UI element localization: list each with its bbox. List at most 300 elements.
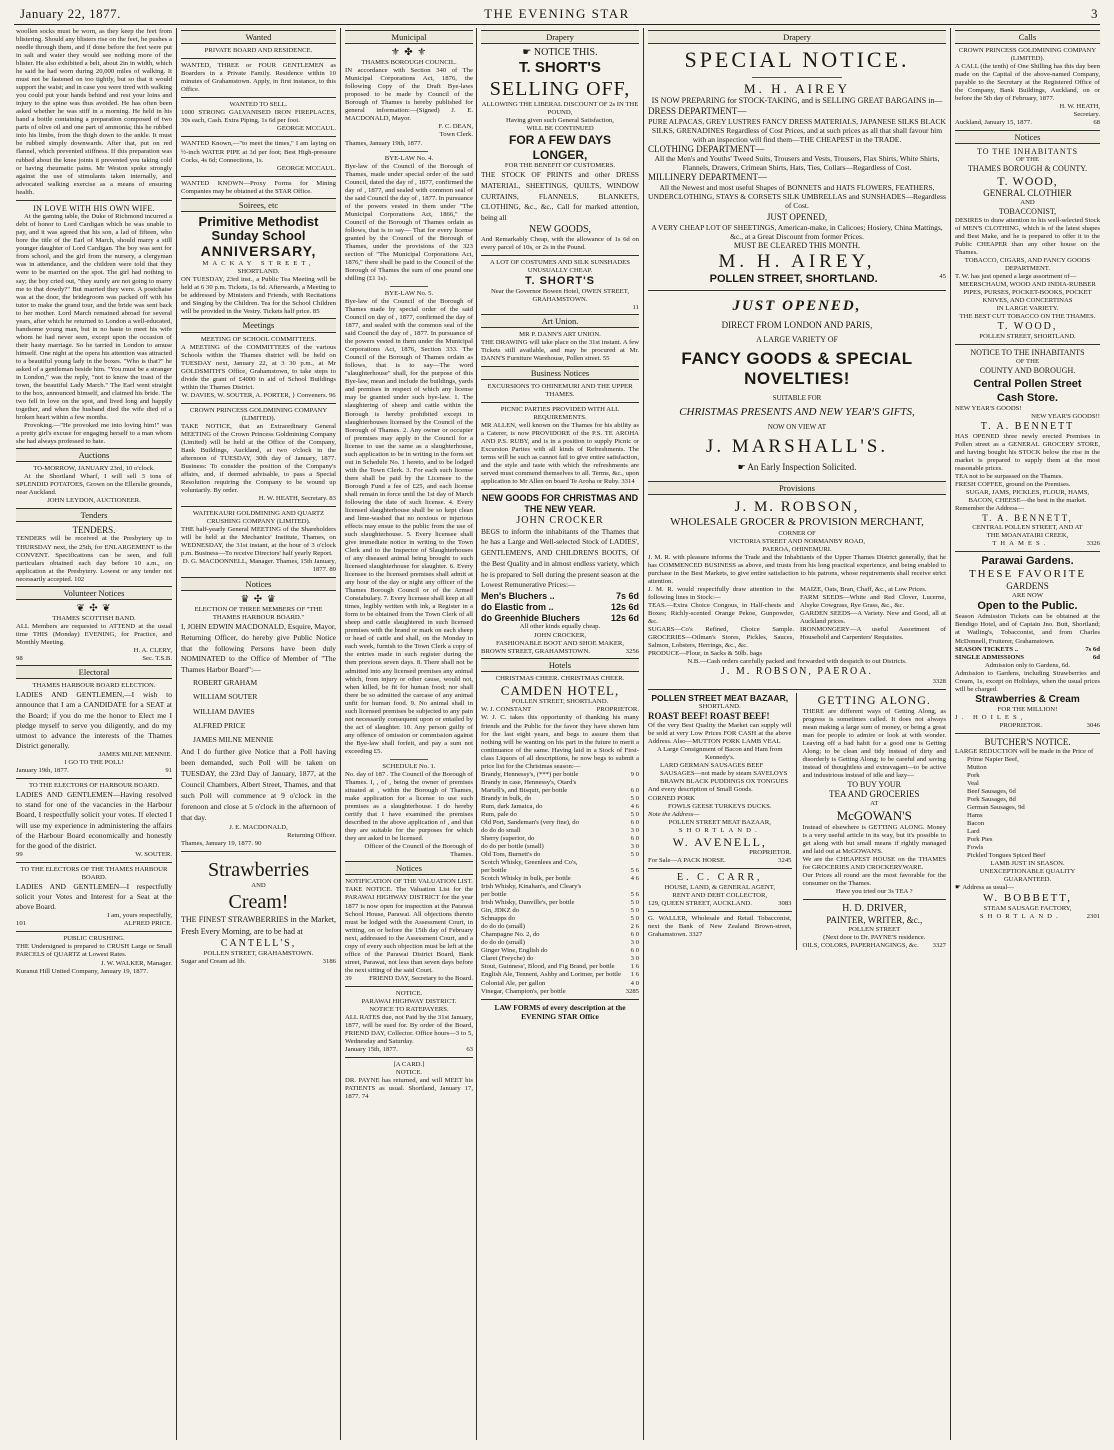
ad-text: SUGARS—Co's Refined, Choice Sample. GROCERIES—Oilman's Stores, Pickles, Sauces, Salmon, Lobsters, Herrings, &c., &c. — [648, 626, 794, 650]
ad-text: NOW ON VIEW AT — [767, 423, 827, 432]
ad-title: J. M. ROBSON, — [734, 499, 860, 516]
ad-title: PARAWAI HIGHWAY DISTRICT. — [361, 997, 457, 1005]
ad-title: Parawai Gardens. — [981, 555, 1074, 568]
ad-sign: H. A. CLERY, — [133, 646, 172, 654]
ad-text: 129, QUEEN STREET, AUCKLAND. — [648, 900, 752, 908]
price-list — [481, 771, 639, 996]
ad-text: THE FINEST STRAWBERRIES in the Market, Fresh Every Morning, are to be had at — [181, 914, 336, 936]
ad-text: THE MOANATAIRI CREEK, — [986, 531, 1069, 539]
ad-text: (Next door to Dr. PAYNE'S residence. — [823, 934, 926, 941]
ad-text — [955, 884, 1100, 892]
section-header: Tenders — [16, 508, 172, 522]
ad-title: CHRISTMAS PRESENTS AND NEW YEAR'S GIFTS, — [679, 406, 915, 419]
item-price: 6 0 — [630, 818, 639, 826]
ad-sign: F. C. DEAN, — [438, 123, 473, 131]
list-item: Mutton — [967, 763, 987, 771]
ad-subtitle: TOBACCO, CIGARS, AND FANCY GOODS DEPARTMENT. — [964, 256, 1091, 272]
list-item: Scotch Whisky in bulk, per bottle — [481, 875, 571, 883]
ad-subtitle: DRESS DEPARTMENT— — [648, 105, 747, 116]
list-item: Vinegar, Champion's, per bottle — [481, 987, 566, 995]
column-rule — [340, 28, 341, 1440]
ad-text: A LOT OF COSTUMES AND SILK SUNSHADES UNUSUALLY CHEAP. — [490, 258, 630, 274]
list-item: Stout, Guinness', Blood, and Fig Brand, per bottle — [481, 963, 615, 971]
item-price: 6 0 — [630, 786, 639, 794]
ad-text: PROPRIETOR. — [999, 721, 1043, 729]
ad-text: OILS, COLORS, PAPERHANGINGS, &c. — [802, 942, 919, 950]
ad-text: POLLEN STREET MEAT BAZAAR, — [668, 818, 771, 826]
list-item: English Ale, Tennent, Ashby and Lorimer, per bottle — [481, 971, 621, 979]
ad-text: IN accordance with Section 340 of The Municipal Corporations Act, 1876, the following Copy of the Draft Bye-laws proposed to be made by Council of the Borough of Thames is hereby published for general information:—(Signed) J. E. MACDONALD, Mayor. — [345, 67, 473, 123]
ad-title: TO THE ELECTORS OF THE THAMES HARBOUR BOARD. — [20, 865, 168, 881]
ad-text: PURE ALPACAS, GREY LUSTRES FANCY DRESS MATERIALS, JAPANESE SILKS BLACK SILKS, GRENADINES Regardless of Cost Prices, and at such prices as all that shall favour him with an inspection will find them—THE CHEAPEST in the TRADE. — [648, 116, 946, 144]
ad-text: At the Shortland Wharf, I will sell 3 tons of SPLENDID POTATOES, Grown on the Ellerslie grounds, near Auckland. — [16, 473, 172, 497]
ad-title-text: NOTICE THIS. — [533, 47, 598, 59]
ad-text: NEW YEAR'S GOODS! — [955, 404, 1022, 412]
ad-text: SHORTLAND. — [678, 826, 761, 834]
ad-number: 3245 — [778, 857, 792, 865]
list-item: Brandy, Hennessy's, (***) per bottle — [481, 770, 579, 778]
ad-text: And I do further give Notice that a Poll having been demanded, such Poll will be taken on TUESDAY, the 23rd Day of January, 1877, at the Council Chambers, Albert Street, Thames, and that such Poll will commence at 9 o'clock in the forenoon and close at 5 o'clock in the afternoon of that day. — [181, 747, 336, 822]
ad-text: CORNER OF — [778, 529, 816, 537]
ad-sign: J. E. MACDONALD, — [229, 823, 288, 831]
masthead-rule — [14, 24, 1100, 25]
column-rule — [176, 28, 177, 1440]
list-item: Rum, pale do — [481, 810, 517, 818]
ad-text: MUST BE CLEARED THIS MONTH. — [733, 240, 861, 250]
list-item: per bottle — [481, 891, 507, 899]
crest-icon: ⚜ ✤ ⚜ — [390, 47, 428, 59]
ad-title: FANCY GOODS & SPECIAL NOVELTIES! — [681, 348, 913, 389]
ad-number: 63 — [466, 1046, 473, 1054]
candidate-list — [181, 676, 336, 747]
list-item: Hams — [967, 811, 983, 819]
ad-text: STEAM SAUSAGE FACTORY, — [983, 905, 1072, 913]
ad-title — [481, 47, 639, 59]
story-body: Provoking.—"He provoked me into loving him!" was a pretty girl's excuse for engaging herself to a man whom she had always professed to hate. — [16, 422, 172, 446]
ad-text: GENERAL CLOTHIER — [983, 188, 1072, 199]
ad-text: J. M. R. with pleasure informs the Trade and the Inhabitants of the Upper Thames District generally, that he has COMMENCED BUSINESS as above, and trusts from his long practical experience, and being enabled to purchase in the Best Markets, to give entire satisfaction to his patrons, whose requirements shall receive strict attention. — [648, 553, 946, 585]
ad-text: TO BUY YOUR — [847, 779, 901, 789]
ad-title: Open to the Public. — [977, 600, 1078, 613]
item-price: 5 6 — [630, 867, 639, 875]
ad-text: For Sale—A PACK HORSE. — [648, 857, 726, 865]
item-name: Men's Bluchers .. — [481, 591, 555, 602]
ad-sign: D. G. MACDONNELL, Manager. Thames, 15th January, 1877. 89 — [182, 558, 336, 574]
ad-title: T. SHORT'S — [524, 274, 596, 287]
ad-text: All other kinds equally cheap. — [519, 623, 601, 631]
ad-text: TENDERS will be received at the Presbytery up to THURSDAY next, the 25th, for ENLARGEMENT to the CONVENT. Specifications can be seen, and full particulars obtained each day before 10 a.m., on application at the Presbytery. Lowest or any tender not necessarily accepted. 102 — [16, 535, 172, 583]
ad-subtitle: [A CARD.] — [393, 1061, 425, 1069]
masthead — [0, 4, 1114, 24]
section-header: Provisions — [648, 481, 946, 495]
ad-title: GARDENS — [1006, 581, 1049, 592]
ad-sign: H. W. HEATH, Secretary. 83 — [258, 495, 336, 503]
ad-text: FOR THE BENEFIT OF CUSTOMERS. — [504, 162, 616, 170]
ad-title: PUBLIC CRUSHING. — [63, 935, 125, 943]
ad-text: RENT AND DEBT COLLECTOR, — [672, 892, 768, 900]
ad-date: Auckland, January 15, 1877. — [955, 119, 1032, 127]
item-price: 7s 6d — [1085, 645, 1100, 653]
ad-text: LARGE REDUCTION will be made in the Price of — [955, 747, 1094, 755]
ad-sign: Sec. T.S.B. — [142, 655, 172, 663]
ad-sign: JOHN CROCKER, — [533, 631, 587, 639]
section-header: Hotels — [481, 658, 639, 672]
ad-title: TO THE INHABITANTS — [976, 146, 1079, 156]
item-name: do Elastic from .. — [481, 601, 554, 612]
ad-title: NOTIFICATION OF THE VALUATION LIST. — [345, 878, 473, 886]
list-item: Irish Whisky, Kinahan's, and Cleary's — [481, 883, 582, 891]
getting-along-ad — [803, 693, 947, 950]
ad-text: A MEETING of the COMMITTEES of the various Schools within the Thames district will be held on TUESDAY next, January 22, at 3 30 p.m., at Mr GOLDSMITH'S Office, Grahamstown, to take steps to divide the grant of £4000 in aid of School Buildings within the Thames District. — [181, 343, 336, 391]
ad-number: 39 — [345, 974, 352, 982]
ad-title: WANTED TO SELL. — [229, 101, 288, 109]
ad-title: T. WOOD, — [997, 173, 1058, 188]
ad-text: AT — [870, 800, 879, 808]
item-price: 3 0 — [630, 955, 639, 963]
ad-text: TAKE NOTICE, that an Extraordinary General MEETING of the Crown Princess Goldmining Company (Limited) will be held at the Office of the Company, Bank Buildings, Auckland, at two o'clock in the afternoon of TUESDAY, 30th day of January, 1877. Business: To consider the position of the Company's affairs, and, if deemed advisable, to pass a Special Resolution requiring the Company to be wound up voluntarily. By order. — [181, 422, 336, 495]
ad-text: NEW GOODS, — [528, 223, 592, 235]
ad-text: Having given such General Satisfaction, — [506, 117, 614, 125]
ad-title: Strawberries & Cream — [975, 693, 1080, 705]
ad-text: PAEROA, OHINEMURI. — [762, 545, 832, 553]
ad-number: 101 — [16, 920, 27, 928]
crest-icon: ♛ ✣ ♛ — [240, 593, 277, 605]
ad-subtitle: BYE-LAW No. 4. — [384, 154, 434, 162]
ad-text: Admission only to Gardens, 6d. — [984, 661, 1071, 669]
ad-text: Instead of elsewhere is GETTING ALONG. Money is a very useful article in its way, but it's possible to get along with but small means if rightly managed and laid out at McGOWAN'S. — [802, 823, 946, 855]
ad-text: No. day of 187 . The Council of the Borough of Thames. I, , of , being the owner of premises situated at , within the Borough of Thames, make application for a license to use such premises as a slaughterhouse. I do hereby certify that I have examined the premises described in the above application of , and that they are suitable for the purposes for which they are asked to be licensed. — [345, 770, 473, 843]
ad-text: A LARGE VARIETY OF — [756, 335, 838, 345]
section-header: Auctions — [16, 448, 172, 462]
ad-text: LAMB JUST IN SEASON. — [990, 860, 1065, 868]
section-header: Calls — [955, 30, 1100, 44]
item-price: 5 0 — [630, 810, 639, 818]
ad-subtitle: JUST OPENED, — [766, 212, 828, 223]
section-header: Wanted — [181, 30, 336, 44]
ad-text: TO-MORROW, JANUARY 23rd, 10 o'clock. — [33, 465, 155, 473]
ad-title: PICNIC PARTIES PROVIDED WITH ALL REQUIREMENTS. — [500, 405, 620, 421]
item-price: 5 6 — [630, 891, 639, 899]
ad-text: I GO TO THE POLL! — [64, 759, 124, 767]
section-header: Art Union. — [481, 314, 639, 328]
crest-icon: ❦ ✣ ❦ — [76, 602, 112, 614]
list-item: Beef Sausages, 6d — [967, 787, 1016, 795]
ad-title: NOTICE. — [395, 989, 423, 997]
ad-title: T. SHORT'S — [519, 59, 601, 77]
item-price: 4 6 — [630, 875, 639, 883]
ad-number: 3326 — [1086, 539, 1100, 547]
item-price: 5 0 — [630, 794, 639, 802]
list-item: Old Port, Sandeman's (very fine), do — [481, 818, 579, 826]
ad-title: THE NEW YEAR. — [524, 503, 596, 514]
ad-text: T. W. has just opened a large assortment of— — [955, 272, 1077, 280]
item-price: 2 6 — [630, 923, 639, 931]
ad-text: All the Newest and most useful Shapes of BONNETS and HATS FLOWERS, FEATHERS, UNDERCLOTHING, STAYS & CORSETS SILK UMBRELLAS and SUNSHADES—Regardless of Cost. — [648, 183, 946, 211]
ad-sign: T. A. BENNETT, — [982, 513, 1073, 524]
column-6 — [955, 28, 1100, 1440]
ad-number: 3083 — [778, 900, 792, 908]
ad-text: Of the very Best Quality the Market can supply will be sold at very Low Prices FOR CASH at the above Address. Also—MUTTON PORK LAMB VEAL — [648, 722, 792, 746]
ad-sign: Town Clerk. — [439, 131, 473, 139]
ad-text: AND — [1020, 199, 1035, 207]
item-price: 3 0 — [630, 939, 639, 947]
ad-text: 1000 STRONG GALVANISED IRON FIREPLACES, 30s each, Cash. Extra Piping, 1s 6d per foot. — [181, 109, 336, 125]
section-header: Meetings — [181, 318, 336, 332]
ad-text: POLLEN STREET — [848, 925, 901, 933]
section-header: Soirees, etc — [181, 198, 336, 212]
ad-text: Note the Address— — [648, 810, 700, 818]
ad-text: Bye-law of the Council of the Borough of Thames made by special order of the said Council on day of , 1877, confirmed the day of 1877, and sealed with the common seal of the said Council the day of , 1877. In pursuance of the powers vested in them under the Municipal Corporations Act, 1876, Section 333. The Council of the Borough of Thames ordain as follows, that is to say—The word "slaughterhouse" shall, for the purpose of this Bye-law, mean and include the buildings, yards and premises in respect of which any license may be granted under such bye-law. 1. The slaughtering of sheep and cattle within the Borough is hereby prohibited except in slaughterhouses licensed by the Council of the Borough of Thames. 2. Any owner or occupier of premises may apply to the Council for a license to use the same as a slaughterhouse, such application to be in writing in the form set out in Schedule No. 1 hereto, and to be lodged with the Town Clerk. 3. For each such license there shall be paid by the Licensee to the Borough Fund a fee of £25, and each license shall remain in force until the 1st day of March following the date of such license. 4. Every licensed slaughterhouse shall be so kept clean and lime-washed that no noxious or injurious effects may ensue to the public from the use of such slaughterhouse. 5. Every licensee shall give immediate notice in writing to the Town Clerk and to the Inspector of Slaughterhouses of any diseased animal being brought to such licensed slaughterhouse for slaughter. 6. Every licensee to the licensed premises shall admit at any hour of the day or night any officer of the Thames Borough Council or of the Armed Constabulary. 7. Every licensee shall keep at all times, legibly written with ink, a Register in a form to be obtained from the Town Clerk of all sheep and cattle slaughtered in such licensed premises with the brand or mark on each sheep or head of cattle and shall, on the Monday in each week, furnish to the Town Clerk a copy of the entries made in such register during the then previous seven days. 8. There shall not be admitted into any licensed premises any animal which, from injury or other cause, would not, when killed, be fit for human food; nor shall there be so admitted the carcase of any animal unfit for human food. 9. No animal shall in such licensed premises be subjected to any pain not necessarily consequent upon or entailed by the act of slaughter. 10. Any person guilty of any offence of omission or commission against the Bye-law shall forfeit, and pay a sum not exceeding £5. — [345, 298, 473, 755]
ad-text: WILL BE CONTINUED — [526, 125, 594, 133]
ad-sign: I am, yours respectfully, — [107, 912, 172, 920]
section-header: Drapery — [481, 30, 639, 44]
ad-text: MEERSCHAUM, WOOD AND INDIA-RUBBER PIPES, PURSES, POCKET-BOOKS, POCKET KNIVES, AND CONCERTINAS — [959, 280, 1096, 305]
ad-text: BEGS to inform the inhabitants of the Thames that he has a Large and Well-selected Stock of LADIES', GENTLEMEN'S, AND CHILDREN'S BOOTS, Of the Best Quality and in almost endless variety, which he is prepared to Sell during the present season at the Lowest Remunerative Prices:— — [481, 526, 639, 590]
ad-subtitle: NOTICE TO RATEPAYERS. — [369, 1005, 449, 1013]
ad-title: J. MARSHALL'S. — [705, 435, 889, 457]
ad-text: Have you tried our 3s TEA ? — [835, 888, 913, 896]
ad-title: THAMES BOROUGH COUNCIL. — [361, 59, 457, 67]
ad-title: H. D. DRIVER, — [842, 903, 907, 915]
ad-text: PRODUCE—Flour, in Sacks & 50lb. bags — [648, 650, 762, 658]
ad-sign: W. BOBBETT, — [983, 892, 1072, 905]
ad-title: M. H. AIREY — [744, 80, 850, 96]
ad-text: TEAS.—Extra Choice Congous, in Half-chests and Boxes; Richly-scented Orange Pekoe, Gunpowder, &c. — [648, 601, 794, 625]
ad-text: PROPRIETOR. — [749, 849, 792, 857]
ad-number: 91 — [165, 767, 172, 775]
list-item: JAMES MILNE MENNIE — [193, 735, 274, 745]
ad-title: TENDERS. — [72, 524, 116, 535]
ad-number: 11 — [632, 304, 639, 312]
ad-text: UNEXCEPTIONABLE QUALITY — [979, 868, 1076, 876]
ad-title: Cash Store. — [996, 391, 1059, 404]
ad-text: We are the CHEAPEST HOUSE on the THAMES for GROCERIES AND CROCKERYWARE. — [802, 856, 946, 872]
ad-text: A CALL (the tenth) of One Shilling has this day been made on the Capital of the above-named Company, payable to the Secretary at the Registered Office of the Company, Bank Buildings, Auckland, on or before the 5th day of February, 1877. — [955, 63, 1100, 103]
list-item: per bottle — [481, 867, 507, 875]
item-price: 6 0 — [630, 947, 639, 955]
ad-text: THE STOCK OF PRINTS and other DRESS MATERIAL, SHEETINGS, QUILTS, WINDOW CURTAINS, FLANNELS, BLANKETS, CLOTHING, &c., &c., Call for marked attention, being all — [481, 170, 639, 223]
ad-number: 3256 — [625, 647, 639, 655]
ad-text: IRONMONGERY—A useful Assortment of Household and Carpenters' Requisites. — [800, 626, 946, 642]
ad-title: LONGER, — [532, 147, 588, 162]
list-item: Claret (Freyche) do — [481, 955, 534, 963]
ad-text: TEA not to be surpassed on the Thames. — [955, 472, 1063, 480]
ad-subtitle: SCHEDULE No. 1. — [382, 762, 436, 770]
list-item: Veal — [967, 779, 979, 787]
ad-title: MR P. DANN'S ART UNION. — [519, 331, 601, 339]
ad-text: ALL Members are requested to ATTEND at the usual time THIS (Monday) EVENING, for Practice, and Monthly Meeting. — [16, 622, 172, 646]
item-price: 6d — [1092, 653, 1100, 661]
ad-title: Cream! — [228, 890, 289, 913]
ad-title: ELECTION OF THREE MEMBERS OF "THE THAMES HARBOUR BOARD." — [194, 605, 323, 621]
ad-text: And every description of Small Goods. — [648, 786, 753, 794]
item-price: 3 0 — [630, 826, 639, 834]
ad-text: MAIZE, Oats, Bran, Chaff, &c., at Low Prices. — [800, 585, 927, 593]
list-item: Sherry (superior, do — [481, 834, 535, 842]
ad-text: OF THE — [1015, 357, 1040, 365]
ad-sign: JOHN LEYDON, AUCTIONEER. — [47, 497, 141, 505]
ad-sign: ALFRED PRICE. — [123, 920, 172, 928]
ad-text: SUITABLE FOR — [772, 393, 822, 402]
ad-text: FASHIONABLE BOOT AND SHOE MAKER, — [495, 639, 625, 647]
column-4 — [481, 28, 639, 1440]
ad-number: 3327 — [932, 942, 946, 950]
list-item: Gin, JDKZ do — [481, 907, 520, 915]
list-item: Scotch Whisky, Greenlees and Co's, — [481, 859, 578, 867]
ad-text: MACKAY STREET, — [202, 260, 315, 268]
ad-text: TAKE NOTICE. The Valuation List for the PARAWAI HIGHWAY DISTRICT for the year 1877 is now open for inspection at the Parawai School House, Parawai. All objections thereto must be lodged with the Assessment Court, in writing, on or before the 15th day of February next, addressed to the Assessment Court, and a copy of every such objection must be left at the office of the Parawai District Board, Bank street, Parawai, not less than seven days before the next sitting of the said Court. — [345, 886, 473, 974]
item-price: 6 0 — [630, 931, 639, 939]
price-line — [481, 602, 639, 613]
ad-text: BROWN STREET, GRAHAMSTOWN. — [481, 647, 590, 655]
list-item: German Sausages, 9d — [967, 803, 1025, 811]
ad-text: FARM SEEDS—White and Red Clover, Lucerne, Alsyke Cowgrass, Rye Grass, &c., &c. — [800, 593, 946, 609]
ad-text — [648, 462, 946, 473]
pointing-hand-icon: ☛ — [522, 47, 534, 59]
ad-text: MR ALLEN, well known on the Thames for his ability as a Caterer, is now PROVIDORE of the P.S. TE AROHA AND P.S. RUBY, and is in a position to supply Picnic or Excursion Parties with all kinds of Refreshments. The terms will be such as cannot fail to give entire satisfaction, and the style and taste with which the refreshments are served must commend themselves to all. Terms, &c., upon application to Mr Allen on board Te Aroha or Ruby. 3314 — [481, 421, 639, 486]
price-line — [481, 613, 639, 624]
section-header: Drapery — [648, 30, 946, 44]
ad-text: W. J. C. takes this opportunity of thanking his many friends and the Public for the favor they have shown him for the last eight years, and begs to assure them that nothing will be wanting on his part in the future to merit a continuance of the same. Having laid in a Stock of First-class Liquors of all descriptions, he now begs to submit a price list for the Christmas season:— — [481, 714, 639, 770]
ad-text: PAINTER, WRITER, &c., — [826, 915, 923, 926]
list-item: WILLIAM SOUTER — [193, 692, 258, 702]
ad-title: WAITEKAURI GOLDMINING AND QUARTZ CRUSHING COMPANY (LIMITED). — [192, 510, 325, 526]
ad-date: January 15th, 1877. — [345, 1046, 398, 1054]
ad-title: ROAST BEEF! ROAST BEEF! — [648, 711, 770, 722]
ad-text: THE Undersigned is prepared to CRUSH Large or Small PARCELS of QUARTZ at Lowest Rates. — [16, 943, 172, 959]
ad-title: JUST OPENED, — [732, 297, 862, 314]
ad-text: THE DRAWING will take place on the 31st instant. A few Tickets still available, and may be procured at Mr. DANN'S Furniture Warehouse, Pollen street. 55 — [481, 339, 639, 363]
ad-date: Thames, January 19, 1877. 90 — [181, 839, 262, 847]
ad-title: M. H. AIREY, — [718, 250, 876, 272]
ad-sign: JAMES MILNE MENNIE. — [98, 751, 172, 759]
paper-title: THE EVENING STAR — [484, 6, 630, 21]
column-2 — [181, 28, 336, 1440]
list-item: Pork Sausages, 8d — [967, 795, 1016, 803]
ad-text: LADIES AND GENTLEMEN,—I wish to announce that I am a CANDIDATE for a SEAT at the Board; if you do me the honor to Elect me I pledge myself to serve you diligently, and do my utmost to advance the interests of the Thames District generally. — [16, 690, 172, 750]
item-price: 12s 6d — [610, 601, 639, 612]
ad-subtitle: CLOTHING DEPARTMENT— — [648, 143, 765, 154]
ad-title: McGOWAN'S — [836, 808, 912, 824]
ad-title: JOHN CROCKER — [516, 514, 604, 526]
ad-number: 2301 — [1086, 913, 1100, 921]
section-header: Notices — [345, 861, 473, 875]
ad-title: CROWN PRINCESS GOLDMINING COMPANY (LIMITED). — [189, 406, 328, 422]
column-rule — [476, 28, 477, 1440]
ad-text: SUGAR, JAMS, PICKLES, FLOUR, HAMS, BACON, CHEESE—the best in the market. — [965, 489, 1090, 505]
ad-text: WANTED Known,—"to meet the times," I am laying on ½-inch WATER PIPE at 3d per foot; Best High-pressure Cocks, 4s 6d; Connections, 1s. — [181, 140, 336, 164]
ad-sign: T. WOOD, — [997, 321, 1058, 333]
ad-text: GARDEN SEEDS—A Variety. New and Good, all at Auckland prices. — [800, 609, 946, 625]
column-1 — [16, 28, 172, 1440]
ad-title: CAMDEN HOTEL, — [500, 682, 620, 698]
ad-title: E. C. CARR, — [676, 872, 763, 884]
ad-text: THE BEST CUT TOBACCO ON THE THAMES. — [959, 313, 1096, 321]
ad-text: Season Admission Tickets can be obtained at the Bendigo Hotel, and of Captain Jno. Butt, Shortland; at Watling's, Tobacconist, and from Charles McDonnell, Fruiterer, Grahamstown. — [955, 613, 1100, 645]
price-line — [955, 654, 1100, 662]
ad-title: CHRISTMAS CHEER. CHRISTMAS CHEER. — [495, 674, 625, 682]
ad-title: Strawberries — [207, 858, 310, 881]
ad-date: Thames, January 19th, 1877. — [345, 139, 423, 147]
item-price: 12s 6d — [610, 612, 639, 623]
item-price: 4 6 — [630, 802, 639, 810]
item-name: SEASON TICKETS .. — [955, 645, 1019, 653]
ad-text: GUARANTEED. — [1003, 876, 1052, 884]
section-header: Electoral — [16, 665, 172, 679]
ad-title: TEA AND GROCERIES — [828, 789, 920, 800]
ad-title: NOTICE TO THE INHABITANTS — [970, 348, 1085, 358]
item-price: 5 0 — [630, 915, 639, 923]
ad-text: G. WALLER, Wholesale and Retail Tobacconist, next the Bank of New Zealand Brown-street, Grahamstown. 3327 — [648, 915, 792, 939]
ad-subtitle: BYE-LAW No. 5. — [384, 290, 434, 298]
ad-sign: Officer of the Council of the Borough of Thames. — [364, 843, 473, 859]
ad-text: ALLOWING THE LIBERAL DISCOUNT OF 2s IN THE POUND, — [481, 101, 639, 117]
list-item: Ginger Wine, English do — [481, 947, 548, 955]
ad-text: Admission to Gardens, including Strawberries and Cream, 1s, except on Holidays, when the usual prices will be charged. — [955, 669, 1100, 693]
ad-title: MEETING OF SCHOOL COMMITTEES. — [200, 335, 317, 343]
ad-title: SPECIAL NOTICE. — [684, 47, 910, 73]
pointing-hand-icon: ☛ — [737, 462, 748, 473]
ad-number: 98 — [16, 655, 23, 663]
ad-text: FOWLS GEESE TURKEYS DUCKS. — [667, 802, 772, 810]
ad-text: ALL RATES due, not Paid by the 31st January, 1877, will be sued for. By order of the Board, FRIEND DAY, Collector. Office hours—3 to 5, Wednesday and Saturday. — [345, 1013, 473, 1045]
item-price: 5 0 — [630, 907, 639, 915]
list-item: do do do (small) — [481, 939, 526, 947]
ad-sign: PROPRIETOR. — [596, 706, 639, 714]
ad-title: THAMES HARBOUR BOARD ELECTION. — [32, 682, 156, 690]
ad-text: HOUSE, LAND, & GENERAL AGENT, — [664, 884, 776, 892]
list-item: do do do small — [481, 826, 521, 834]
ad-sign: W. J. CONSTANT — [481, 706, 532, 714]
page-number: 3 — [1091, 6, 1098, 21]
ad-text: OF THE — [1015, 156, 1040, 164]
list-item: Schnapps do — [481, 915, 515, 923]
section-header: Business Notices — [481, 366, 639, 380]
ad-sign: H. W. HEATH, — [1059, 103, 1100, 111]
ad-text: ARE NOW — [1011, 592, 1044, 600]
list-item: Old Tom, Burnett's do — [481, 851, 541, 858]
ad-text: Near the Governor Bowen Hotel, OWEN STREET, GRAHAMSTOWN. — [490, 288, 630, 304]
column-rule — [950, 28, 951, 1440]
list-item: Fowls — [967, 843, 984, 851]
ad-title: Sunday School — [211, 228, 306, 244]
ad-text: Our Prices all round are the most favorable for the consumer on the Thames. — [802, 872, 946, 888]
list-item: Lard — [967, 827, 980, 835]
ad-number: 45 — [939, 273, 946, 281]
ad-text: LADIES AND GENTLEMEN—I respectfully solicit your Votes and Interest for a Seat at the above Board. — [16, 881, 172, 912]
list-item: Pork Pies — [967, 835, 993, 843]
item-price: 9 0 — [630, 770, 639, 778]
list-item: Pork — [967, 771, 980, 779]
ad-sign: CANTELL'S, — [220, 937, 297, 949]
ad-text: DIRECT FROM LONDON AND PARIS, — [721, 319, 873, 330]
column-rule — [643, 28, 644, 1440]
ad-title: GETTING ALONG. — [817, 693, 931, 708]
ad-title: THESE FAVORITE — [968, 568, 1087, 581]
list-item: WILLIAM DAVIES — [193, 706, 255, 716]
ad-text-line: Address as usual— — [962, 884, 1014, 892]
ad-number: 3046 — [1086, 721, 1100, 729]
ad-text: Remember the Address— — [955, 505, 1025, 513]
item-name: SINGLE ADMISSIONS — [955, 653, 1024, 661]
ad-text: COUNTY AND BOROUGH. — [979, 365, 1076, 375]
ad-text: POLLEN STREET, SHORTLAND. — [511, 698, 609, 706]
list-item: Prime Napier Beef, — [967, 755, 1019, 763]
section-header: Municipal — [345, 30, 473, 44]
ad-sign: FRIEND DAY, Secretary to the Board. — [369, 974, 473, 982]
list-item: Bacon — [967, 819, 985, 827]
list-item: do do do (small) — [481, 923, 526, 931]
